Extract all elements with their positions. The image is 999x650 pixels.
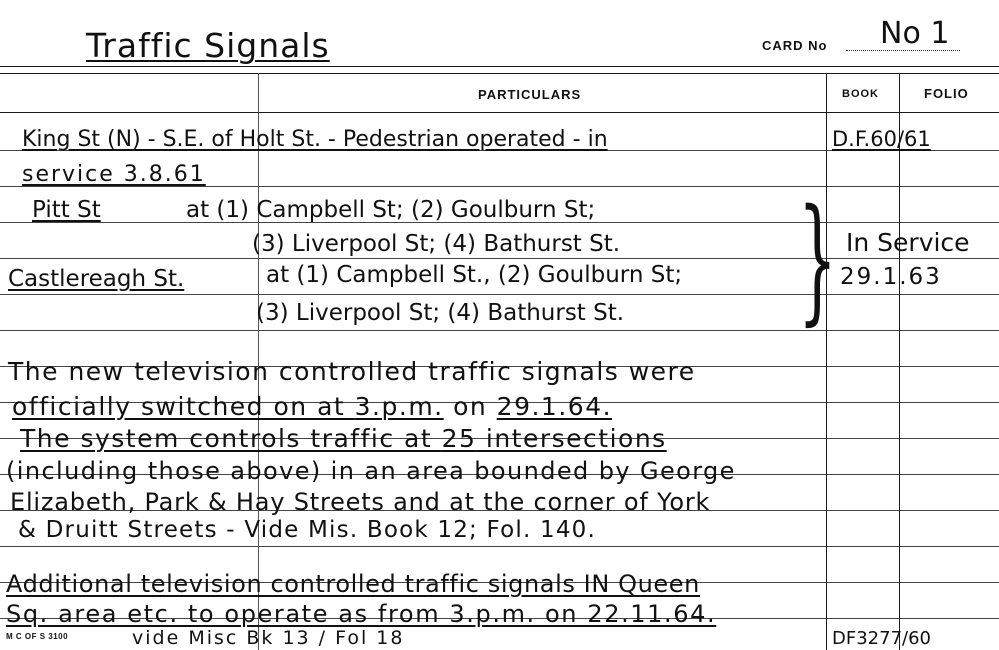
rule-columns-bottom <box>0 112 999 113</box>
note-1-line-3-end: intersections <box>476 424 667 453</box>
note-1-switch-time: 3.p.m. <box>354 392 444 421</box>
note-1-line-3 <box>20 424 667 453</box>
rule-line <box>0 330 999 331</box>
entry-1-book-folio: D.F.60/61 <box>832 127 931 151</box>
entry-1-line-1: King St (N) - S.E. of Holt St. - Pedestrian operated - in <box>22 127 608 152</box>
note-2-line-1: Additional television controlled traffic signals IN Queen <box>6 570 700 598</box>
note-2-reference: DF3277/60 <box>832 628 931 649</box>
entry-2-date: 29.1.63 <box>840 264 942 290</box>
entry-2-castlereagh-intersections-cont: (3) Liverpool St; (4) Bathurst St. <box>256 300 625 326</box>
note-1-line-3-text: The system controls traffic at <box>20 424 442 453</box>
note-1-line-1: The new television controlled traffic signals were <box>8 357 696 386</box>
entry-2-pitt-street: Pitt St <box>32 197 101 223</box>
rule-line <box>0 258 999 259</box>
column-heading-folio: FOLIO <box>924 86 969 101</box>
card-no-label: CARD No <box>762 38 828 53</box>
note-1-line-2 <box>12 392 612 421</box>
rule-header-top <box>0 66 999 67</box>
folio-column-left-line <box>899 73 900 650</box>
rule-line <box>0 294 999 295</box>
note-1-intersection-count: 25 <box>441 424 477 453</box>
note-1-line-2-text: officially switched on at <box>12 392 355 421</box>
entry-2-pitt-intersections-cont: (3) Liverpool St; (4) Bathurst St. <box>252 231 621 257</box>
note-1-line-6: & Druitt Streets - Vide Mis. Book 12; Fol. 140. <box>18 517 597 543</box>
column-heading-book: BOOK <box>842 88 879 100</box>
card-no-value: No 1 <box>880 16 950 51</box>
book-column-left-line <box>826 73 827 650</box>
entry-2-castlereagh-street: Castlereagh St. <box>8 266 185 292</box>
entry-2-status: In Service <box>846 228 970 257</box>
note-2-line-3: vide Misc Bk 13 / Fol 18 <box>132 627 405 649</box>
note-2-line-2: Sq. area etc. to operate as from 3.p.m. on 22.11.64. <box>6 600 717 628</box>
note-1-line-5: Elizabeth, Park & Hay Streets and at the corner of York <box>10 488 711 516</box>
note-1-switch-date: 29.1.64. <box>496 392 613 421</box>
form-code: M C OF S 3100 <box>6 632 69 641</box>
rule-header-bottom <box>0 73 999 74</box>
entry-2-pitt-intersections: at (1) Campbell St; (2) Goulburn St; <box>186 197 596 223</box>
note-1-line-4: (including those above) in an area bounded by George <box>6 457 736 485</box>
note-1-line-2-on: on <box>443 392 497 421</box>
entry-2-grouping-brace: } <box>798 181 837 339</box>
rule-line <box>0 546 999 547</box>
card-title: Traffic Signals <box>86 26 330 65</box>
entry-1-line-2: service 3.8.61 <box>22 162 206 187</box>
entry-2-castlereagh-intersections: at (1) Campbell St., (2) Goulburn St; <box>266 262 683 288</box>
column-heading-particulars: PARTICULARS <box>478 87 582 102</box>
